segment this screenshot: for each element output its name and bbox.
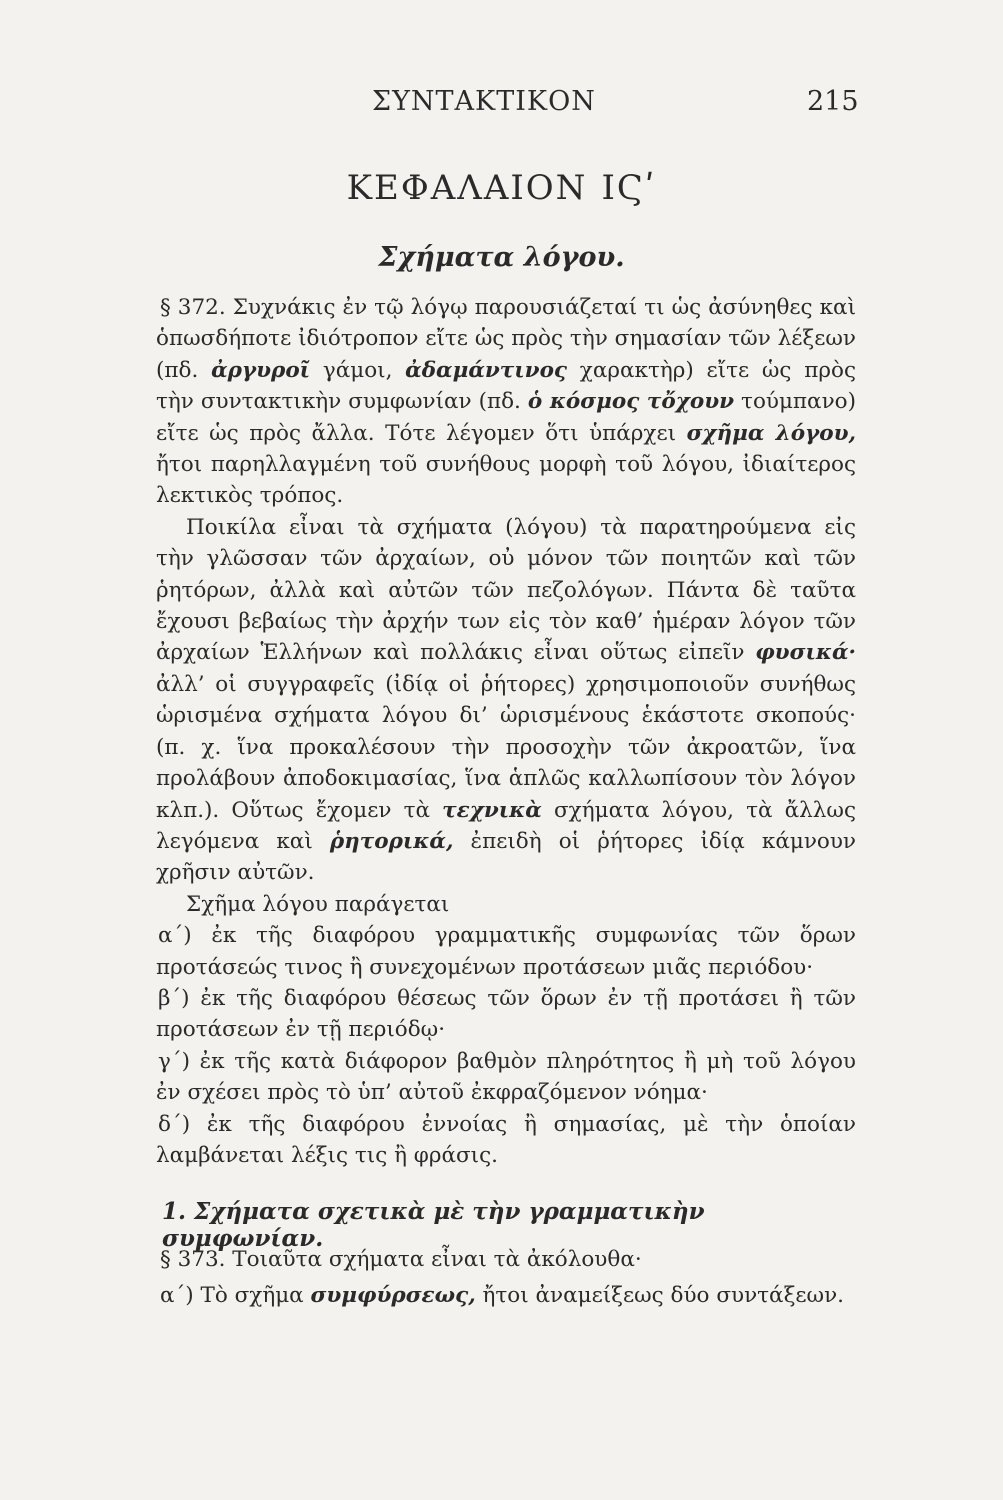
emphasis: συμφύρσεως,	[310, 1283, 476, 1308]
list-item: δ΄) ἐκ τῆς διαφόρου ἐννοίας ἢ σημασίας, μὲ τὴν ὁποίαν λαμβάνεται λέξις τις ἢ φράσις.	[156, 1111, 856, 1168]
emphasis: ὁ κόσμος τὄχουν	[527, 389, 735, 415]
subsection-heading: 1. Σχήματα σχετικὰ μὲ τὴν γραμματικὴν συμφωνίαν.	[162, 1198, 705, 1252]
text-run: σχήματα λόγου, τὰ ἄλλως λεγόμενα καὶ	[156, 797, 857, 854]
section-heading: Σχήματα λόγου.	[378, 242, 625, 273]
text-run: χαρακτὴρ) εἴτε ὡς πρὸς τὴν συντακτικὴν συμφωνίαν (πδ.	[156, 357, 856, 415]
list-item: α΄) ἐκ τῆς διαφόρου γραμματικῆς συμφωνίας τῶν ὅρων προτάσεώς τινος ἢ συνεχομένων προτάσεων μιᾶς περιόδου·	[156, 923, 856, 980]
text-run: τούμπανο) εἴτε ὡς πρὸς ἄλλα. Τότε λέγομεν ὅτι ὑπάρχει	[156, 389, 856, 446]
page-number: 215	[807, 86, 859, 117]
text-run: ἤτοι παρηλλαγμένη τοῦ συνήθους μορφὴ τοῦ λόγου, ἰδιαίτερος λεκτικὸς τρόπος.	[156, 452, 856, 509]
chapter-label: ΚΕΦΑΛΑΙΟΝ	[346, 168, 588, 208]
emphasis: ἀδαμάντινος	[405, 357, 568, 383]
tail-text	[160, 1242, 860, 1314]
emphasis: ῥητορικά,	[329, 828, 454, 854]
text-run: γάμοι,	[310, 357, 406, 383]
running-head: ΣΥΝΤΑΚΤΙΚΟΝ	[372, 86, 596, 117]
body-text	[156, 292, 856, 1171]
paragraph-rhetoric	[156, 512, 856, 889]
emphasis: ἀργυροῖ	[211, 357, 311, 383]
text-run: Ποικίλα εἶναι τὰ σχήματα (λόγου) τὰ παρατηρούμενα εἰς τὴν γλῶσσαν τῶν ἀρχαίων, οὐ μόνον τῶν ποιητῶν καὶ τῶν ῥητόρων, ἀλλὰ καὶ αὐτῶν τῶν πεζολόγων. Πάντα δὲ ταῦτα ἔχουσι βεβαίως τὴν ἀρχήν των εἰς τὸν καθ’ ἡμέραν λόγον τῶν ἀρχαίων Ἑλλήνων καὶ πολλάκις εἶναι οὕτως εἰπεῖν	[156, 514, 856, 666]
emphasis: σχῆμα λόγου,	[686, 420, 856, 446]
paragraph-372	[156, 292, 856, 512]
list-item: γ΄) ἐκ τῆς κατὰ διάφορον βαθμὸν πληρότητος ἢ μὴ τοῦ λόγου ἐν σχέσει πρὸς τὸ ὑπ’ αὐτοῦ ἐκφραζόμενον νόημα·	[156, 1048, 856, 1106]
chapter-title	[0, 168, 1003, 208]
text-run: ἀλλ’ οἱ συγγραφεῖς (ἰδίᾳ οἱ ῥήτορες) χρησιμοποιοῦν συνήθως ὡρισμένα σχήματα λόγου δι’ ὡρισμένους ἑκάστοτε σκοπούς· (π. χ. ἵνα προκαλέσουν τὴν προσοχὴν τῶν ἀκροατῶν, ἵνα προλάβουν ἀποδοκιμασίας, ἵνα ἁπλῶς καλλωπίσουν τὸν λόγον κλπ.). Οὕτως ἔχομεν τὰ	[156, 671, 856, 823]
paragraph-373: § 373. Τοιαῦτα σχήματα εἶναι τὰ ἀκόλουθα·	[160, 1247, 642, 1272]
emphasis: φυσικά·	[755, 640, 856, 666]
list-item	[160, 1278, 860, 1314]
list-item: β΄) ἐκ τῆς διαφόρου θέσεως τῶν ὅρων ἐν τῇ προτάσει ἢ τῶν προτάσεων ἐν τῇ περιόδῳ·	[156, 985, 856, 1043]
chapter-numeral: ΙϚʹ	[601, 168, 657, 208]
text-run: ἤτοι ἀναμείξεως δύο συντάξεων.	[475, 1283, 844, 1308]
paragraph-intro: Σχῆμα λόγου παράγεται	[186, 891, 450, 917]
text-run: ἐπειδὴ οἱ ῥήτορες ἰδίᾳ κάμνουν χρῆσιν αὐτῶν.	[156, 828, 856, 886]
emphasis: τεχνικὰ	[442, 797, 542, 823]
page-header	[0, 86, 1003, 126]
text-run: α΄) Τὸ σχῆμα	[160, 1283, 311, 1308]
text-run: § 372. Συχνάκις ἐν τῷ λόγῳ παρουσιάζεταί τι ὡς ἀσύνηθες καὶ ὁπωσδήποτε ἰδιότροπον εἴτε ὡς πρὸς τὴν σημασίαν τῶν λέξεων (πδ.	[156, 295, 856, 383]
